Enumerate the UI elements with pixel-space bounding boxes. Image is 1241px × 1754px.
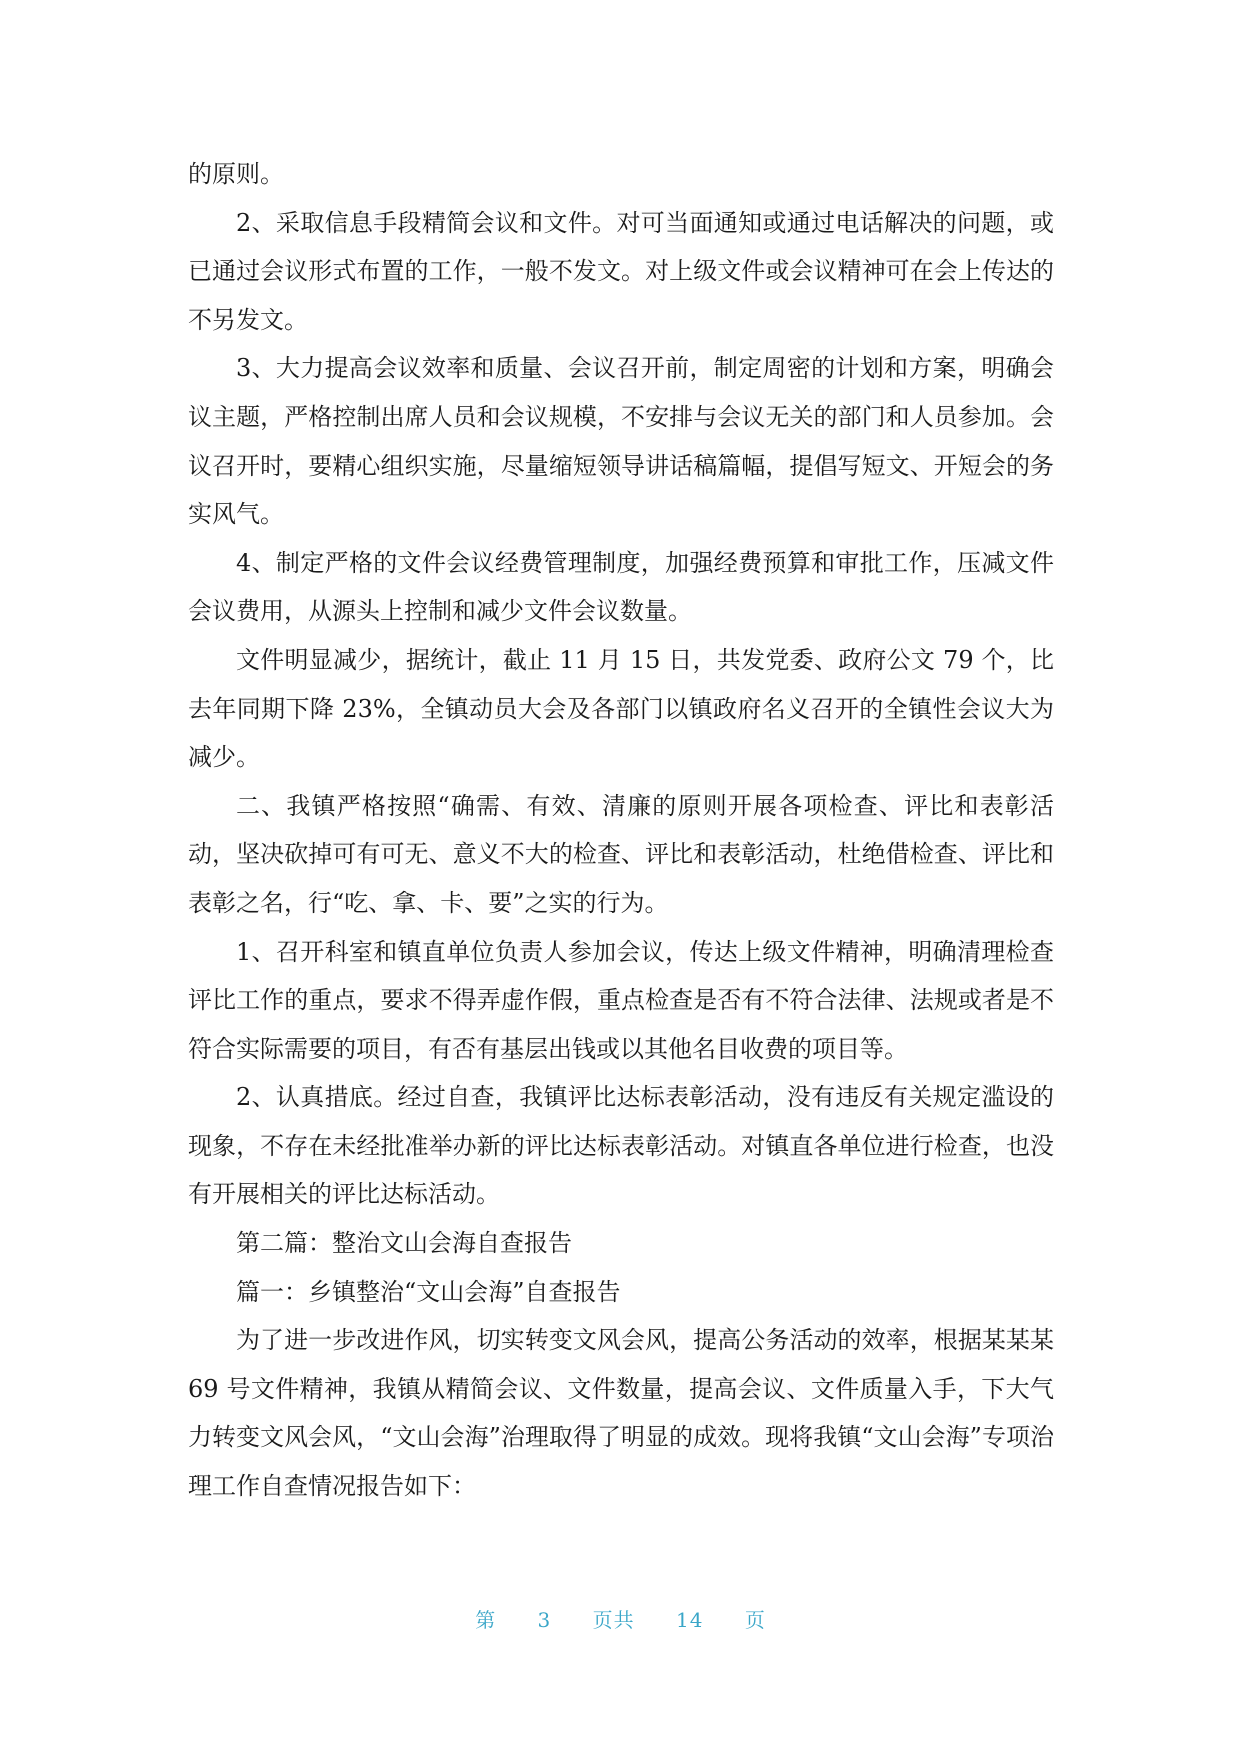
paragraph-7: 1、召开科室和镇直单位负责人参加会议，传达上级文件精神，明确清理检查评比工作的重点，要求不得弄虚作假，重点检查是否有不符合法律、法规或者是不符合实际需要的项目，有否有基层出钱或以其他名目收费的项目等。	[188, 937, 1054, 1063]
paragraph-6: 二、我镇严格按照“确需、有效、清廉的原则开展各项检查、评比和表彰活动，坚决砍掉可有可无、意义不大的检查、评比和表彰活动，杜绝借检查、评比和表彰之名，行“吃、拿、卡、要”之实的行为。	[188, 791, 1054, 917]
page-footer	[0, 1604, 1241, 1633]
paragraph-intro: 为了进一步改进作风，切实转变文风会风，提高公务活动的效率，根据某某某 69 号文件精神，我镇从精简会议、文件数量，提高会议、文件质量入手，下大气力转变文风会风，“文山会海”治理取得了明显的成效。现将我镇“文山会海”专项治理工作自查情况报告如下：	[188, 1326, 1054, 1501]
paragraph-3: 3、大力提高会议效率和质量、会议召开前，制定周密的计划和方案，明确会议主题，严格控制出席人员和会议规模，不安排与会议无关的部门和人员参加。会议召开时，要精心组织实施，尽量缩短领导讲话稿篇幅，提倡写短文、开短会的务实风气。	[188, 354, 1054, 529]
paragraph-4: 4、制定严格的文件会议经费管理制度，加强经费预算和审批工作，压减文件会议费用，从源头上控制和减少文件会议数量。	[188, 548, 1054, 626]
footer-total-pages: 14	[676, 1608, 704, 1632]
paragraph-5: 文件明显减少，据统计，截止 11 月 15 日，共发党委、政府公文 79 个，比去年同期下降 23%，全镇动员大会及各部门以镇政府名义召开的全镇性会议大为减少。	[188, 645, 1054, 772]
paragraph-2: 2、采取信息手段精简会议和文件。对可当面通知或通过电话解决的问题，或已通过会议形式布置的工作，一般不发文。对上级文件或会议精神可在会上传达的不另发文。	[188, 208, 1054, 334]
footer-current-page: 3	[537, 1608, 552, 1632]
footer-middle: 页共	[592, 1608, 635, 1632]
document-body	[188, 150, 1054, 1511]
footer-suffix: 页	[744, 1608, 766, 1632]
article-heading-1: 篇一：乡镇整治“文山会海”自查报告	[236, 1277, 621, 1306]
paragraph-8: 2、认真措底。经过自查，我镇评比达标表彰活动，没有违反有关规定滥设的现象，不存在未经批准举办新的评比达标表彰活动。对镇直各单位进行检查，也没有开展相关的评比达标活动。	[188, 1083, 1054, 1209]
paragraph-1: 的原则。	[188, 160, 284, 188]
section-heading-2: 第二篇：整治文山会海自查报告	[236, 1229, 572, 1258]
footer-prefix: 第	[475, 1608, 497, 1632]
